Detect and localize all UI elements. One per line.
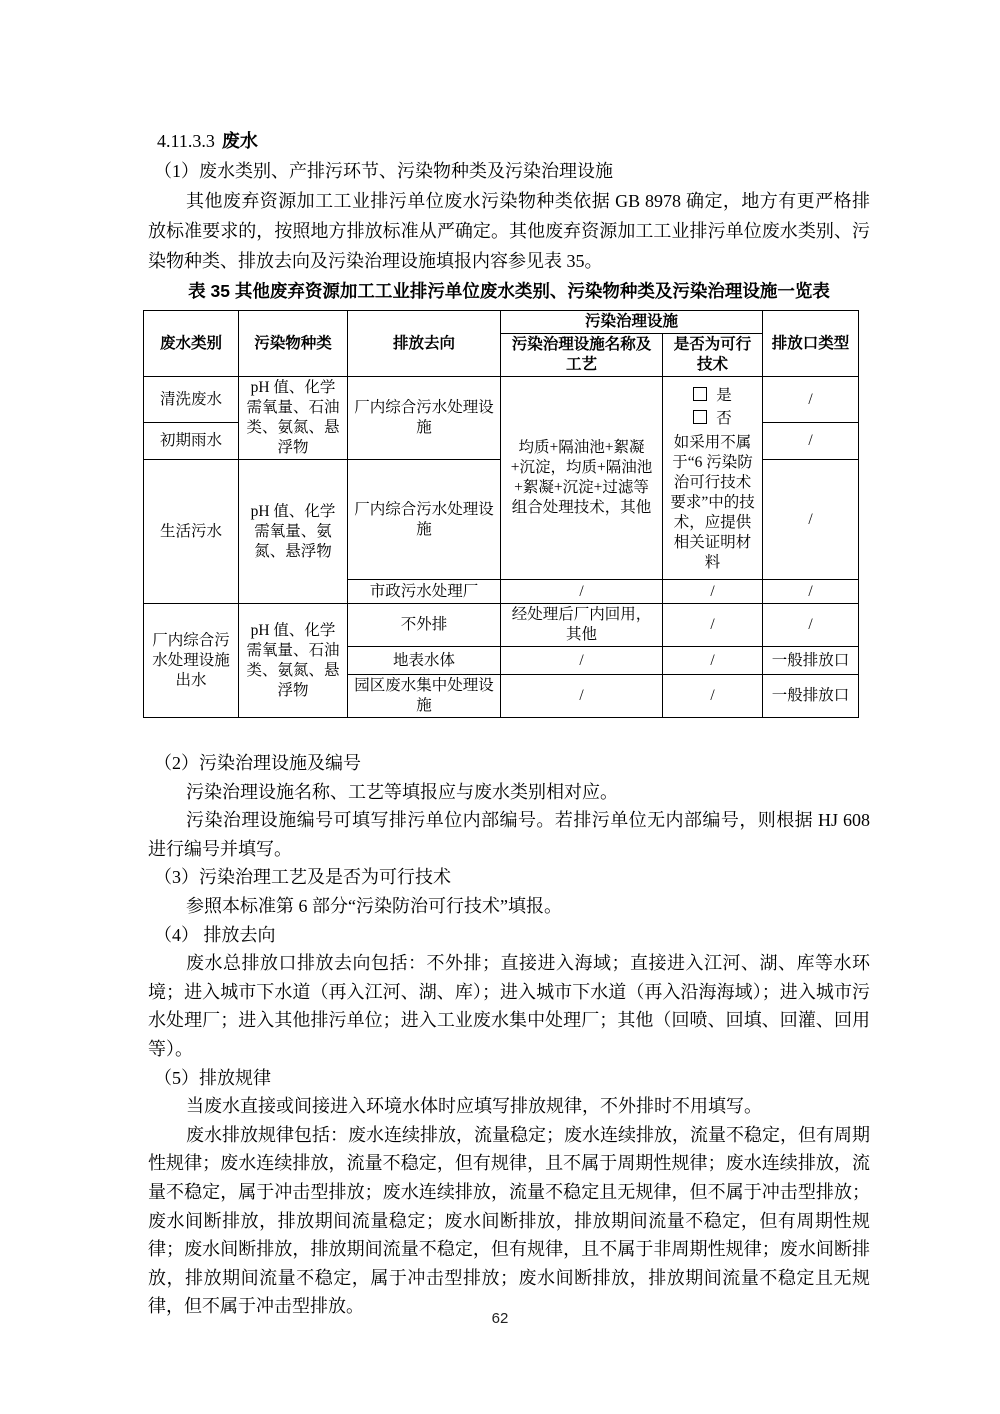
col-header-wastewater-type: 废水类别: [144, 311, 239, 377]
col-header-facility-name-process: 污染治理设施名称及工艺: [501, 334, 663, 377]
cell-dest-no-discharge: 不外排: [348, 604, 501, 647]
item-1-heading: （1）废水类别、产排污环节、污染物种类及污染治理设施: [154, 161, 613, 181]
cell-outlet-park: 一般排放口: [763, 675, 859, 718]
paragraph-4: 废水总排放口排放去向包括：不外排；直接进入海域；直接进入江河、湖、库等水环境；进入城市下水道（再入江河、湖、库）；进入城市下水道（再入沿海海域）；进入城市污水处理厂；进入其他排污单位；进入工业废水集中处理厂；其他（回喷、回填、回灌、回用等）。: [148, 953, 870, 1059]
cell-process-surface: /: [501, 647, 663, 675]
cell-outlet-no-discharge: /: [763, 604, 859, 647]
table-body: [144, 377, 859, 718]
cell-dest-surface-water: 地表水体: [348, 647, 501, 675]
cell-outlet-domestic-1: /: [763, 460, 859, 580]
cell-outlet-cleaning: /: [763, 377, 859, 423]
section-number: 4.11.3.3: [157, 131, 215, 151]
item-3-heading: （3）污染治理工艺及是否为可行技术: [154, 867, 451, 888]
cell-feasible-surface: /: [663, 647, 763, 675]
paragraph-2b: 污染治理设施编号可填写排污单位内部编号。若排污单位无内部编号，则根据 HJ 608 进行编号并填写。: [148, 810, 870, 859]
checkbox-no-option: [669, 409, 756, 429]
item-2-heading: （2）污染治理设施及编号: [154, 753, 361, 773]
item-4-heading: （4） 排放去向: [154, 924, 276, 945]
table-row-cleaning: [144, 377, 859, 423]
item-5-heading: （5）排放规律: [154, 1067, 271, 1088]
table-caption: 表 35 其他废弃资源加工工业排污单位废水类别、污染物种类及污染治理设施一览表: [188, 281, 830, 301]
cell-type-plant-effluent: 厂内综合污水处理设施出水: [144, 604, 239, 718]
cell-outlet-initial-rain: /: [763, 423, 859, 460]
table-row-effluent-1: [144, 604, 859, 647]
cell-type-domestic: 生活污水: [144, 460, 239, 604]
cell-feasible-no-discharge: /: [663, 604, 763, 647]
col-header-is-feasible-tech: 是否为可行技术: [663, 334, 763, 377]
paragraph-3: 参照本标准第 6 部分“污染防治可行技术”填报。: [186, 895, 562, 916]
page-content: [148, 126, 870, 1321]
cell-type-initial-rain: 初期雨水: [144, 423, 239, 460]
checkbox-yes-option: [669, 386, 756, 406]
paragraph-1: 其他废弃资源加工工业排污单位废水污染物种类依据 GB 8978 确定，地方有更严格排放标准要求的，按照地方排放标准从严确定。其他废弃资源加工工业排污单位废水类别、污染物种类、排放去向及污染治理设施填报内容参见表 35。: [148, 191, 870, 271]
col-header-pollution-control-group: 污染治理设施: [501, 311, 763, 334]
section-heading: [148, 126, 870, 156]
cell-feasible-municipal: /: [663, 580, 763, 604]
lower-text-block: [148, 749, 870, 1321]
table-header: [144, 311, 859, 377]
cell-dest-plant-facility-2: 厂内综合污水处理设施: [348, 460, 501, 580]
cell-dest-park-facility: 园区废水集中处理设施: [348, 675, 501, 718]
cell-process-reuse: 经处理后厂内回用，其他: [501, 604, 663, 647]
col-header-pollutant-types: 污染物种类: [239, 311, 348, 377]
paragraph-5b: 废水排放规律包括：废水连续排放，流量稳定；废水连续排放，流量不稳定，但有周期性规律；废水连续排放，流量不稳定，但有规律，且不属于周期性规律；废水连续排放，流量不稳定，属于冲击型排放；废水连续排放，流量不稳定且无规律，但不属于冲击型排放；废水间断排放，排放期间流量稳定；废水间断排放，排放期间流量不稳定，但有周期性规律；废水间断排放，排放期间流量不稳定，但有规律，且不属于非周期性规律；废水间断排放，排放期间流量不稳定，属于冲击型排放；废水间断排放，排放期间流量不稳定且无规律，但不属于冲击型排放。: [148, 1124, 870, 1317]
cell-outlet-domestic-2: /: [763, 580, 859, 604]
cell-feasible-park: /: [663, 675, 763, 718]
checkbox-no-label: 否: [716, 410, 732, 427]
paragraph-5a: 当废水直接或间接进入环境水体时应填写排放规律，不外排时不用填写。: [186, 1096, 762, 1117]
cell-dest-municipal-plant: 市政污水处理厂: [348, 580, 501, 604]
checkbox-yes-icon: [693, 387, 707, 401]
cell-outlet-surface: 一般排放口: [763, 647, 859, 675]
col-header-discharge-destination: 排放去向: [348, 311, 501, 377]
feasible-tech-note: 如采用不属于“6 污染防治可行技术要求”中的技术，应提供相关证明材料: [670, 434, 755, 571]
cell-pollutants-effluent: pH 值、化学需氧量、石油类、氨氮、悬浮物: [239, 604, 348, 718]
cell-process-park: /: [501, 675, 663, 718]
cell-dest-plant-facility-1: 厂内综合污水处理设施: [348, 377, 501, 460]
col-header-outlet-type: 排放口类型: [763, 311, 859, 377]
cell-process-combo: 均质+隔油池+絮凝+沉淀，均质+隔油池+絮凝+沉淀+过滤等组合处理技术，其他: [501, 377, 663, 580]
checkbox-yes-label: 是: [716, 387, 732, 404]
cell-feasible-tech: [663, 377, 763, 580]
checkbox-no-icon: [693, 410, 707, 424]
cell-pollutants-domestic: pH 值、化学需氧量、氨氮、悬浮物: [239, 460, 348, 604]
paragraph-2a: 污染治理设施名称、工艺等填报应与废水类别相对应。: [186, 781, 618, 802]
page-number: 62: [491, 1310, 509, 1327]
section-title: 废水: [221, 131, 258, 151]
cell-type-cleaning: 清洗废水: [144, 377, 239, 423]
cell-process-municipal: /: [501, 580, 663, 604]
table-35-wastewater: [143, 310, 859, 718]
cell-pollutants-cleaning-rain: pH 值、化学需氧量、石油类、氨氮、悬浮物: [239, 377, 348, 460]
header-row-group: [144, 311, 859, 334]
